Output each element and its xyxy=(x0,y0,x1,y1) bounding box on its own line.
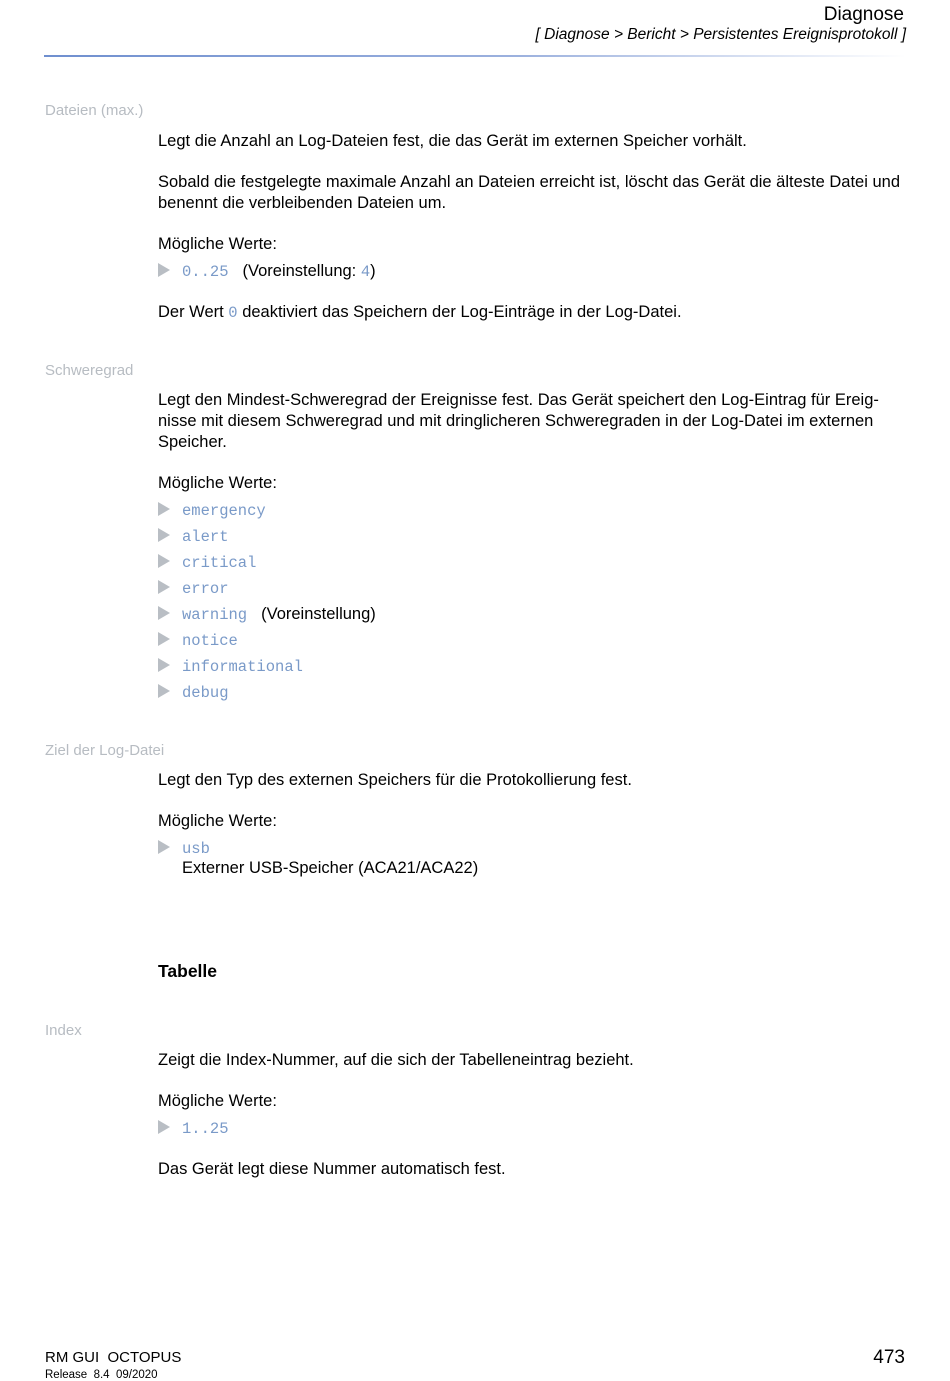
page-number: 473 xyxy=(873,1347,905,1368)
footer-release: Release 8.4 09/2020 xyxy=(45,1369,158,1381)
list-item xyxy=(158,682,229,704)
param-label-schweregrad: Schweregrad xyxy=(45,362,134,379)
note-value: 0 xyxy=(228,304,238,322)
page-header-title: Diagnose xyxy=(823,4,904,25)
footer-product: RM GUI OCTOPUS xyxy=(45,1349,182,1366)
list-item xyxy=(158,500,266,522)
note-suffix: deaktiviert das Speichern der Log-Einträge in der Log-Datei. xyxy=(237,303,682,321)
note-prefix: Der Wert xyxy=(158,303,229,321)
severity-value: emergency xyxy=(182,502,266,520)
severity-value: notice xyxy=(182,632,238,650)
default-prefix: (Voreinstellung: xyxy=(242,262,361,280)
breadcrumb: [ Diagnose > Bericht > Persistentes Ereignisprotokoll ] xyxy=(535,26,906,43)
list-item xyxy=(158,604,376,626)
bullet-triangle-icon xyxy=(158,606,170,620)
dateien-description-2: Sobald die festgelegte maximale Anzahl an Dateien erreicht ist, löscht das Gerät die älteste Datei und benennt die verbleibenden Dateien um. xyxy=(158,173,901,212)
dateien-value-item xyxy=(158,261,376,283)
dateien-note xyxy=(158,302,908,324)
bullet-triangle-icon xyxy=(158,684,170,698)
bullet-triangle-icon xyxy=(158,528,170,542)
bullet-triangle-icon xyxy=(158,502,170,516)
bullet-triangle-icon xyxy=(158,580,170,594)
bullet-triangle-icon xyxy=(158,632,170,646)
default-note: (Voreinstellung) xyxy=(261,605,376,623)
default-value: 4 xyxy=(360,263,371,281)
severity-value: warning xyxy=(182,606,248,624)
index-description: Zeigt die Index-Nummer, auf die sich der Tabelleneintrag bezieht. xyxy=(158,1051,634,1069)
list-item xyxy=(158,578,229,600)
bullet-triangle-icon xyxy=(158,658,170,672)
severity-value: alert xyxy=(182,528,229,546)
index-values-label: Mögliche Werte: xyxy=(158,1092,277,1110)
index-note: Das Gerät legt diese Nummer automatisch fest. xyxy=(158,1160,506,1178)
schweregrad-values-label: Mögliche Werte: xyxy=(158,474,277,492)
param-label-ziel: Ziel der Log-Datei xyxy=(45,742,165,759)
list-item xyxy=(158,526,229,548)
value-range: 0..25 xyxy=(182,263,229,281)
target-value-description: Externer USB-Speicher (ACA21/ACA22) xyxy=(182,859,479,877)
param-label-index: Index xyxy=(45,1022,82,1039)
list-item xyxy=(158,838,210,860)
dateien-description: Legt die Anzahl an Log-Dateien fest, die das Gerät im externen Speicher vorhält. xyxy=(158,132,747,150)
ziel-description: Legt den Typ des externen Speichers für die Protokollierung fest. xyxy=(158,771,632,789)
header-divider xyxy=(44,55,906,57)
schweregrad-description: Legt den Mindest-Schweregrad der Ereignisse fest. Das Gerät speichert den Log-Eintrag für Ereig-nisse mit diesem Schweregrad und mit dringlicheren Schweregraden in der Log-Datei im externen Speicher. xyxy=(158,391,879,451)
default-suffix: ) xyxy=(370,262,376,280)
dateien-values-label: Mögliche Werte: xyxy=(158,235,277,253)
param-label-dateien: Dateien (max.) xyxy=(45,102,144,119)
list-item xyxy=(158,630,238,652)
bullet-triangle-icon xyxy=(158,554,170,568)
target-value: usb xyxy=(182,840,210,858)
severity-value: debug xyxy=(182,684,229,702)
list-item xyxy=(158,656,303,678)
severity-value: critical xyxy=(182,554,257,572)
severity-value: error xyxy=(182,580,229,598)
index-range: 1..25 xyxy=(182,1120,229,1138)
bullet-triangle-icon xyxy=(158,263,170,277)
section-heading-tabelle: Tabelle xyxy=(158,961,218,981)
list-item xyxy=(158,552,256,574)
list-item xyxy=(158,1118,229,1140)
severity-value: informational xyxy=(182,658,303,676)
bullet-triangle-icon xyxy=(158,840,170,854)
bullet-triangle-icon xyxy=(158,1120,170,1134)
ziel-values-label: Mögliche Werte: xyxy=(158,812,277,830)
